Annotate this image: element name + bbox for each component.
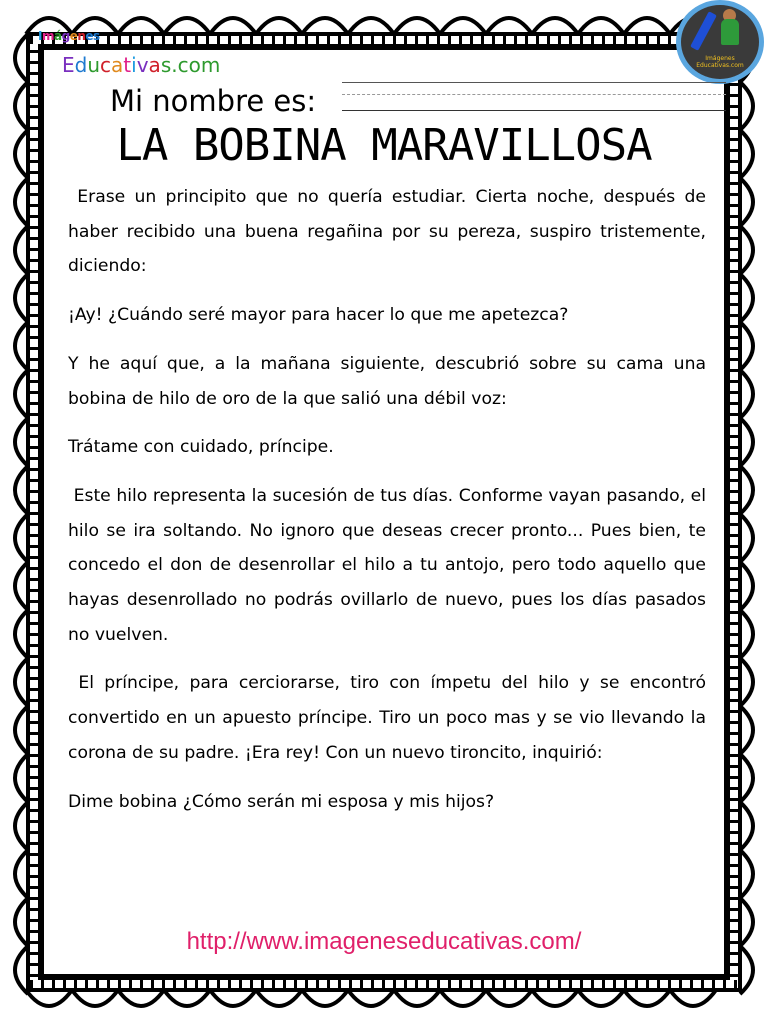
footer-url-link[interactable]: http://www.imageneseducativas.com/ (186, 928, 582, 955)
writing-line-dashed (342, 94, 726, 95)
logo-letter: I (38, 29, 42, 43)
story-body (68, 180, 706, 819)
story-paragraph: El príncipe, para cerciorarse, tiro con ímpetu del hilo y se encontró convertido en un apuesto príncipe. Tiro un poco mas y se vio llevando la corona de su padre. ¡Era rey! Con un nuevo tironcito, inquirió: (68, 673, 706, 763)
logo-letter: g (61, 29, 70, 43)
logo-letter: n (77, 29, 86, 43)
site-badge-logo (676, 0, 764, 84)
logo-letter: d (74, 53, 88, 77)
logo-letter: e (69, 29, 78, 43)
story-paragraph: Trátame con cuidado, príncipe. (68, 437, 334, 458)
logo-top-word (38, 30, 100, 42)
story-paragraph: Y he aquí que, a la mañana siguiente, descubrió sobre su cama una bobina de hilo de oro de la que salió una débil voz: (68, 353, 706, 409)
badge-text: Imágenes Educativas.com (696, 55, 744, 69)
page-title: LA BOBINA MARAVILLOSA (116, 120, 652, 171)
logo-letter: .com (171, 53, 221, 77)
story-paragraph: Dime bobina ¿Cómo serán mi esposa y mis hijos? (68, 791, 495, 812)
story-paragraph: Erase un principito que no quería estudiar. Cierta noche, después de haber recibido una buena regañina por su pereza, suspiro tristemente, diciendo: (68, 187, 706, 277)
logo-bottom-word (62, 54, 220, 76)
logo-letter: m (41, 29, 54, 43)
logo-letter: v (136, 53, 149, 77)
name-label: Mi nombre es: (110, 84, 317, 118)
logo-letter: t (123, 53, 132, 77)
badge-illustration (681, 5, 759, 79)
logo-letter: E (62, 53, 75, 77)
logo-letter: a (111, 53, 124, 77)
logo-letter: c (100, 53, 112, 77)
site-logo (38, 30, 100, 42)
logo-letter: u (87, 53, 101, 77)
logo-letter: i (131, 53, 137, 77)
logo-letter: á (53, 29, 62, 43)
writing-line-top (342, 82, 726, 83)
writing-line-base (342, 110, 726, 111)
name-field-row (110, 84, 316, 118)
logo-letter: es (85, 29, 100, 43)
child-body-icon (721, 19, 739, 45)
logo-letter: s (160, 53, 172, 77)
name-writing-lines[interactable] (342, 82, 726, 114)
story-paragraph: ¡Ay! ¿Cuándo seré mayor para hacer lo que me apetezca? (68, 305, 569, 326)
pencil-icon (690, 11, 717, 51)
logo-letter: a (148, 53, 161, 77)
story-paragraph: Este hilo representa la sucesión de tus días. Conforme vayan pasando, el hilo se ira soltando. No ignoro que deseas crecer pronto... Pues bien, te concedo el don de desenrollar el hilo a tu antojo, pero todo aquello que hayas desenrollado no podrás ovillarlo de nuevo, pues los días pasados no vuelven. (68, 485, 707, 645)
